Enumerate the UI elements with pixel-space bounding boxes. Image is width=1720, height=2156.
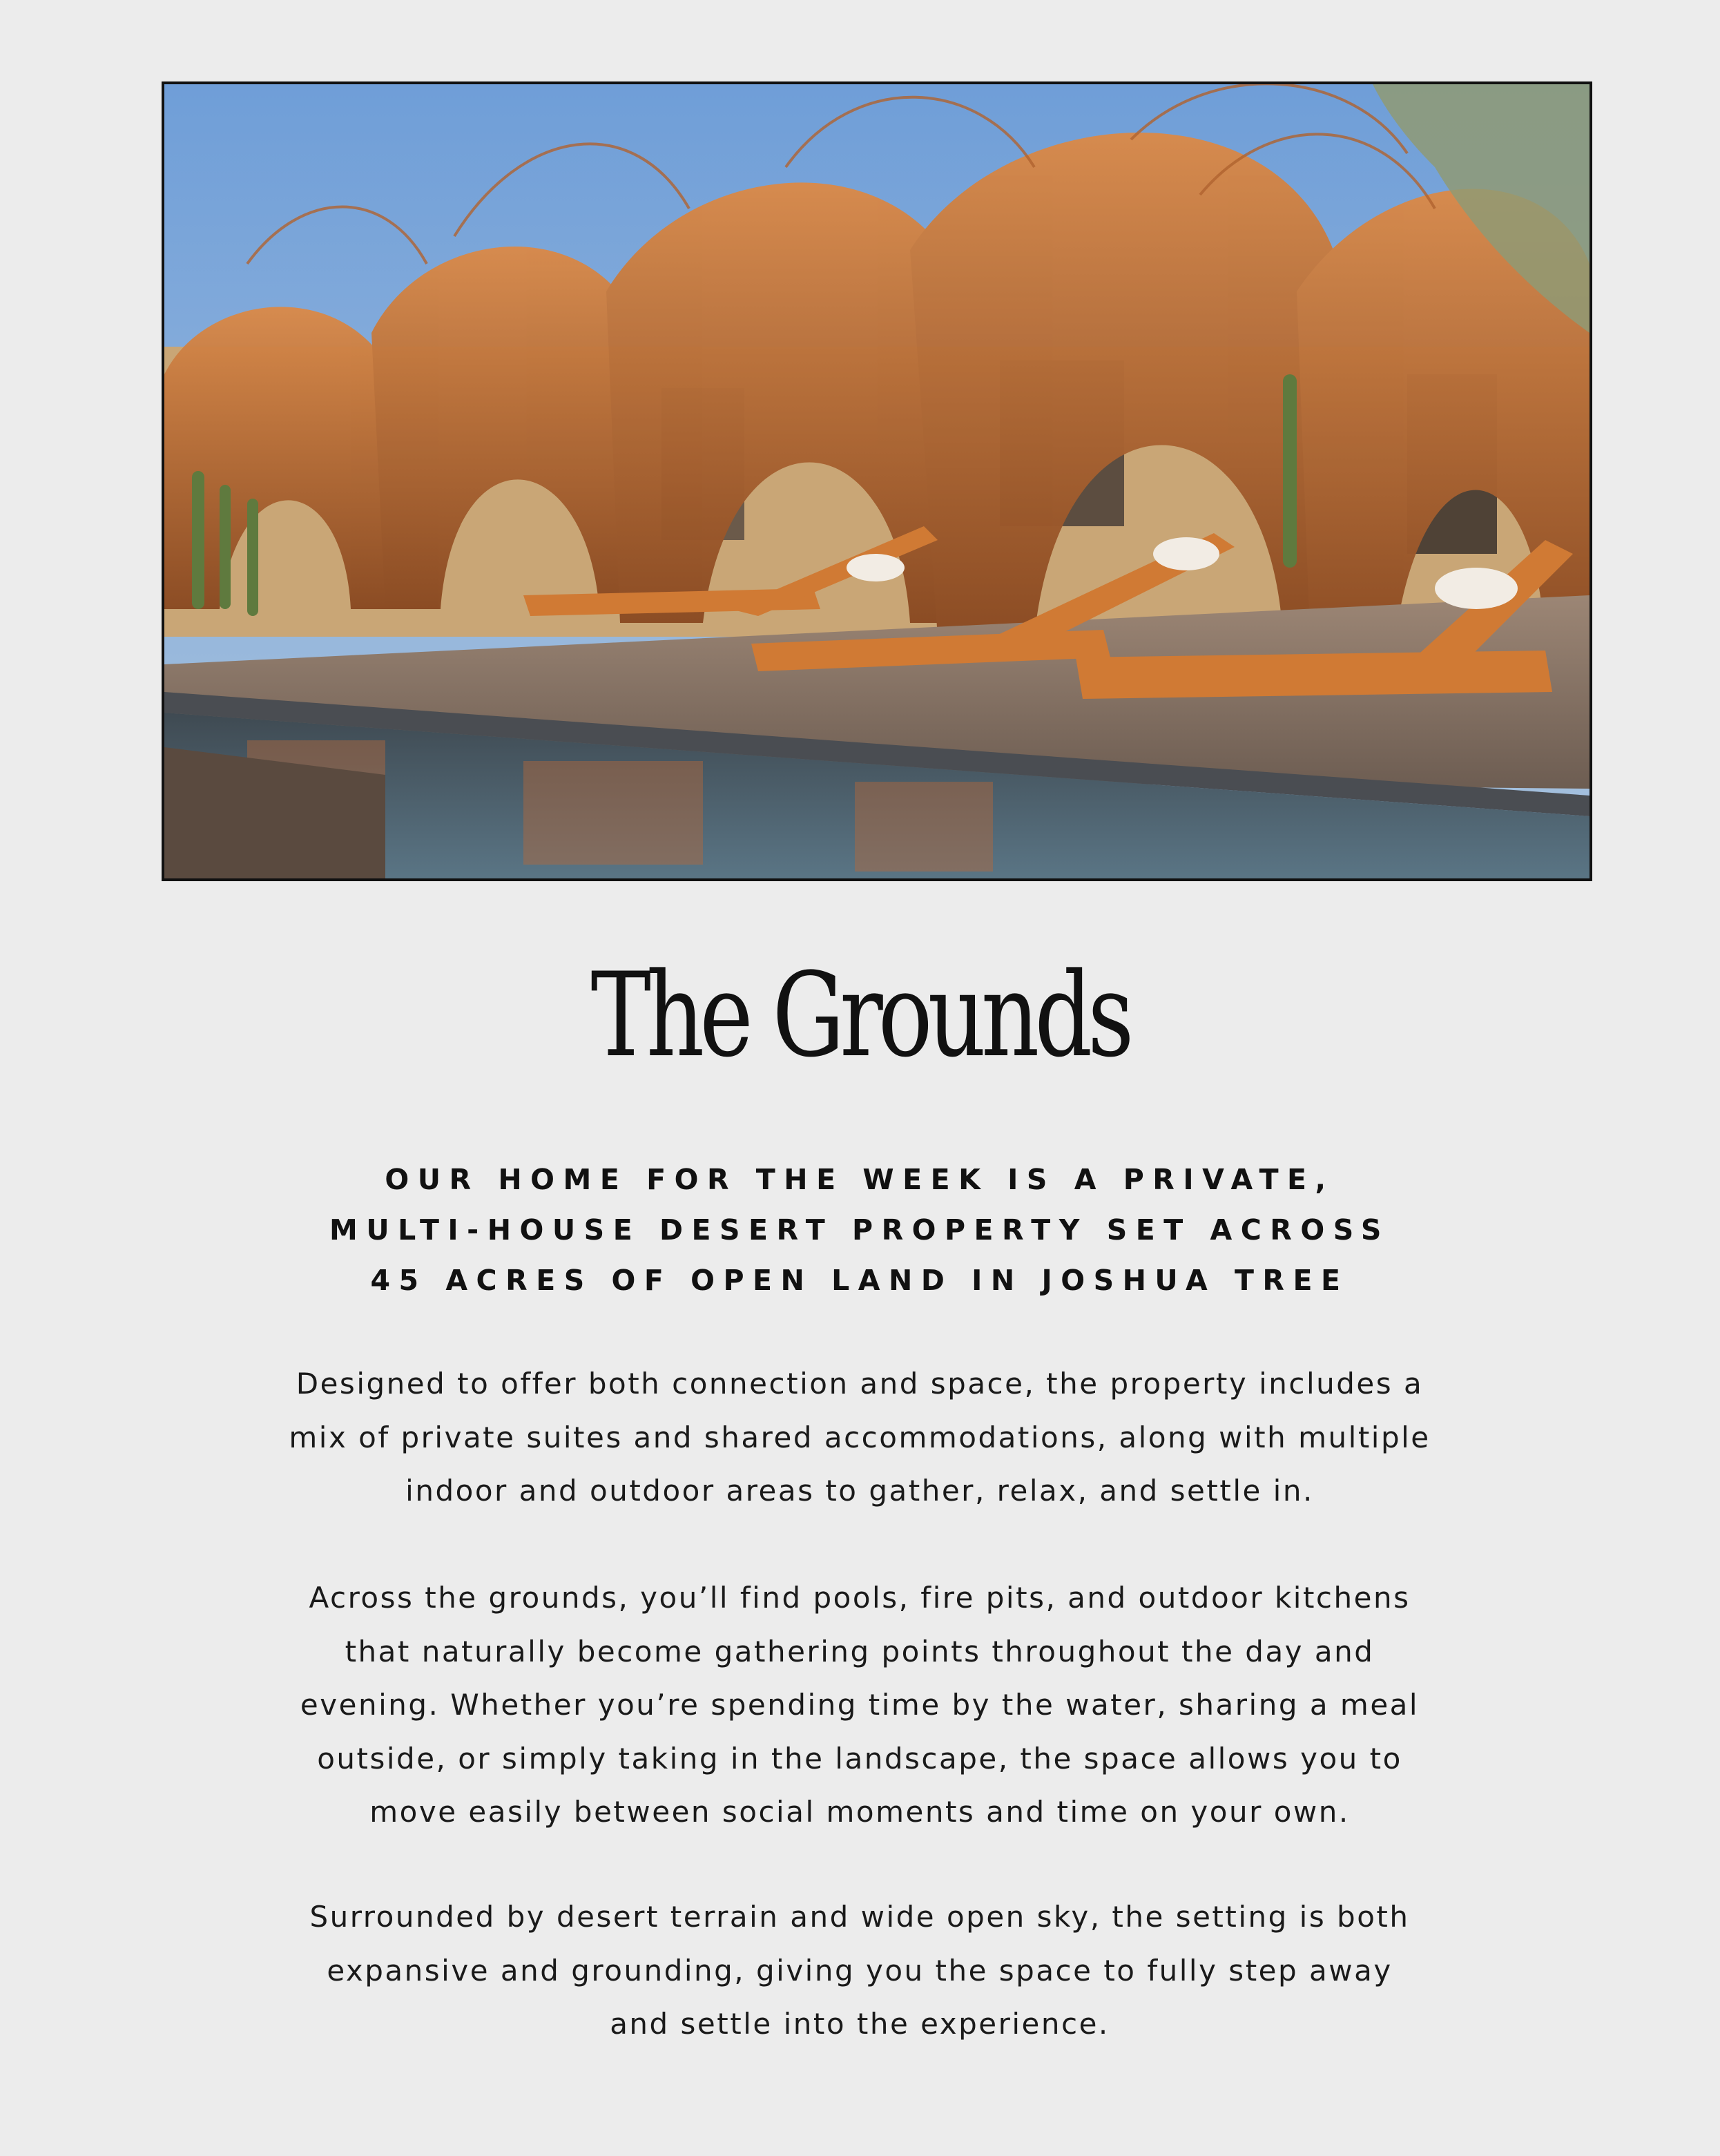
paragraph-line: expansive and grounding, giving you the space to fully step away: [327, 1953, 1393, 1987]
paragraph-line: that naturally become gathering points throughout the day and: [345, 1634, 1375, 1668]
paragraph-line: outside, or simply taking in the landscape, the space allows you to: [317, 1741, 1402, 1775]
paragraph-desert-setting: [190, 1890, 1529, 2051]
subheading: [238, 1155, 1481, 1306]
paragraph-line: evening. Whether you’re spending time by the water, sharing a meal: [300, 1688, 1420, 1722]
paragraph-connection-space: [190, 1357, 1529, 1518]
subheading-line: OUR HOME FOR THE WEEK IS A PRIVATE,: [385, 1163, 1335, 1196]
paragraph-line: Designed to offer both connection and space, the property includes a: [296, 1367, 1424, 1401]
paragraph-gathering-points: [190, 1571, 1529, 1839]
page-title: The Grounds: [590, 947, 1130, 1083]
paragraph-line: indoor and outdoor areas to gather, relax, and settle in.: [405, 1474, 1314, 1508]
paragraph-line: and settle into the experience.: [610, 2007, 1110, 2041]
subheading-line: MULTI-HOUSE DESERT PROPERTY SET ACROSS: [329, 1213, 1390, 1247]
hero-photo-illustration: [164, 84, 1589, 878]
hero-photo: [162, 81, 1592, 881]
paragraph-line: move easily between social moments and time on your own.: [369, 1795, 1350, 1829]
paragraph-line: Across the grounds, you’ll find pools, fire pits, and outdoor kitchens: [309, 1581, 1411, 1615]
paragraph-line: Surrounded by desert terrain and wide open sky, the setting is both: [309, 1900, 1410, 1934]
paragraph-line: mix of private suites and shared accommodations, along with multiple: [289, 1420, 1431, 1454]
subheading-line: 45 ACRES OF OPEN LAND IN JOSHUA TREE: [370, 1264, 1349, 1297]
